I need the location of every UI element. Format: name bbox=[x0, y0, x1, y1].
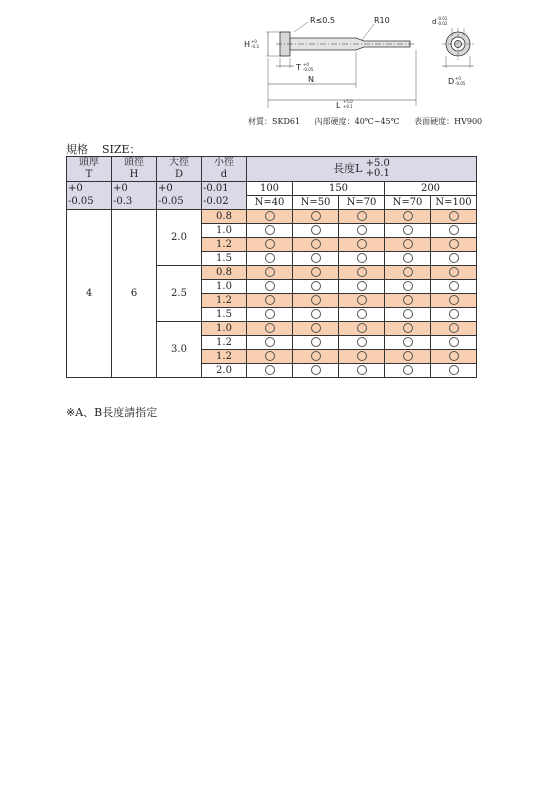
length-100: 100 bbox=[247, 182, 293, 196]
length-tol-bot: +0.1 bbox=[365, 168, 390, 179]
d-small-value: 1.2 bbox=[202, 336, 247, 350]
availability-cell bbox=[293, 252, 339, 266]
availability-cell bbox=[293, 294, 339, 308]
availability-cell bbox=[339, 350, 385, 364]
d-small-value: 0.8 bbox=[202, 210, 247, 224]
availability-cell bbox=[385, 238, 431, 252]
n-value: N=50 bbox=[293, 196, 339, 210]
availability-cell bbox=[431, 308, 477, 322]
t-tol-top: +0 bbox=[303, 62, 309, 67]
d-big-tol-top: +0 bbox=[455, 76, 461, 81]
available-circle-icon bbox=[449, 281, 459, 291]
surface-hardness: 表面硬度：HV900 bbox=[414, 117, 483, 126]
availability-cell bbox=[385, 210, 431, 224]
availability-cell bbox=[293, 280, 339, 294]
length-note: ※A、B長度請指定 bbox=[66, 406, 158, 419]
available-circle-icon bbox=[311, 309, 321, 319]
t-value: 4 bbox=[67, 210, 112, 378]
available-circle-icon bbox=[265, 337, 275, 347]
availability-cell bbox=[385, 294, 431, 308]
availability-cell bbox=[293, 336, 339, 350]
availability-cell bbox=[385, 350, 431, 364]
available-circle-icon bbox=[311, 225, 321, 235]
available-circle-icon bbox=[403, 253, 413, 263]
available-circle-icon bbox=[357, 225, 367, 235]
available-circle-icon bbox=[403, 365, 413, 375]
available-circle-icon bbox=[265, 267, 275, 277]
available-circle-icon bbox=[311, 337, 321, 347]
available-circle-icon bbox=[403, 281, 413, 291]
availability-cell bbox=[247, 364, 293, 378]
availability-cell bbox=[247, 266, 293, 280]
availability-cell bbox=[339, 280, 385, 294]
t-tol-bot: -0.05 bbox=[303, 67, 314, 72]
length-title: 長度L bbox=[333, 161, 363, 175]
d-small-value: 1.2 bbox=[202, 350, 247, 364]
available-circle-icon bbox=[357, 323, 367, 333]
n-value: N=70 bbox=[385, 196, 431, 210]
l-tol-bot: +0.1 bbox=[343, 104, 353, 109]
availability-cell bbox=[247, 238, 293, 252]
availability-cell bbox=[339, 308, 385, 322]
availability-cell bbox=[339, 238, 385, 252]
d-small-value: 1.0 bbox=[202, 322, 247, 336]
n-value: N=40 bbox=[247, 196, 293, 210]
availability-cell bbox=[247, 322, 293, 336]
available-circle-icon bbox=[403, 267, 413, 277]
header-length bbox=[247, 157, 477, 182]
availability-cell bbox=[431, 322, 477, 336]
t-tolerance-bot: -0.05 bbox=[67, 196, 112, 210]
available-circle-icon bbox=[311, 323, 321, 333]
d-small-value: 1.2 bbox=[202, 294, 247, 308]
availability-cell bbox=[431, 364, 477, 378]
availability-cell bbox=[339, 266, 385, 280]
available-circle-icon bbox=[311, 253, 321, 263]
available-circle-icon bbox=[403, 323, 413, 333]
available-circle-icon bbox=[403, 309, 413, 319]
available-circle-icon bbox=[311, 281, 321, 291]
header-d-big: 大徑 D bbox=[157, 157, 202, 182]
available-circle-icon bbox=[357, 365, 367, 375]
available-circle-icon bbox=[449, 239, 459, 249]
available-circle-icon bbox=[357, 211, 367, 221]
availability-cell bbox=[339, 252, 385, 266]
availability-cell bbox=[247, 280, 293, 294]
available-circle-icon bbox=[449, 351, 459, 361]
available-circle-icon bbox=[449, 211, 459, 221]
available-circle-icon bbox=[311, 365, 321, 375]
availability-cell bbox=[431, 252, 477, 266]
d-small-value: 1.0 bbox=[202, 280, 247, 294]
available-circle-icon bbox=[265, 295, 275, 305]
availability-cell bbox=[247, 224, 293, 238]
available-circle-icon bbox=[311, 267, 321, 277]
availability-cell bbox=[385, 280, 431, 294]
available-circle-icon bbox=[265, 211, 275, 221]
h-tol-bot: -0.3 bbox=[251, 44, 259, 49]
l-symbol: L bbox=[336, 101, 341, 110]
available-circle-icon bbox=[357, 281, 367, 291]
l-tol-top: +5.0 bbox=[343, 99, 353, 104]
r10-label: R10 bbox=[374, 16, 390, 25]
d-big-value: 3.0 bbox=[157, 322, 202, 378]
available-circle-icon bbox=[311, 211, 321, 221]
d-big-symbol: D bbox=[448, 77, 455, 86]
available-circle-icon bbox=[311, 351, 321, 361]
h-tolerance-bot: -0.3 bbox=[112, 196, 157, 210]
d-small-value: 1.2 bbox=[202, 238, 247, 252]
available-circle-icon bbox=[265, 239, 275, 249]
material-name: 材質：SKD61 bbox=[248, 117, 301, 126]
availability-cell bbox=[339, 336, 385, 350]
length-tol-top: +5.0 bbox=[365, 158, 390, 169]
d-big-value: 2.0 bbox=[157, 210, 202, 266]
available-circle-icon bbox=[403, 337, 413, 347]
available-circle-icon bbox=[311, 239, 321, 249]
available-circle-icon bbox=[265, 281, 275, 291]
length-150: 150 bbox=[293, 182, 385, 196]
header-d-small: 小徑 d bbox=[202, 157, 247, 182]
h-symbol: H bbox=[244, 40, 251, 49]
h-tol-top: +0 bbox=[251, 39, 257, 44]
available-circle-icon bbox=[265, 365, 275, 375]
availability-cell bbox=[385, 308, 431, 322]
availability-cell bbox=[247, 210, 293, 224]
availability-cell bbox=[339, 294, 385, 308]
availability-cell bbox=[247, 336, 293, 350]
available-circle-icon bbox=[357, 337, 367, 347]
d-small-symbol: d bbox=[432, 18, 437, 26]
availability-cell bbox=[431, 266, 477, 280]
d-small-value: 1.5 bbox=[202, 252, 247, 266]
d-small-tol-top: -0.01 bbox=[437, 16, 448, 21]
availability-cell bbox=[385, 266, 431, 280]
available-circle-icon bbox=[265, 253, 275, 263]
availability-cell bbox=[293, 322, 339, 336]
available-circle-icon bbox=[265, 225, 275, 235]
available-circle-icon bbox=[403, 239, 413, 249]
pin-technical-drawing bbox=[238, 10, 478, 112]
d-small-tol-bot: -0.02 bbox=[437, 21, 448, 26]
size-label: SIZE： bbox=[102, 143, 141, 156]
availability-cell bbox=[385, 322, 431, 336]
d-small-tolerance-top: -0.01 bbox=[202, 182, 247, 196]
available-circle-icon bbox=[449, 337, 459, 347]
spec-label: 規格 bbox=[66, 143, 88, 156]
length-200: 200 bbox=[385, 182, 477, 196]
availability-cell bbox=[339, 364, 385, 378]
availability-cell bbox=[293, 364, 339, 378]
available-circle-icon bbox=[357, 351, 367, 361]
available-circle-icon bbox=[449, 225, 459, 235]
d-small-value: 0.8 bbox=[202, 266, 247, 280]
available-circle-icon bbox=[357, 295, 367, 305]
availability-cell bbox=[339, 210, 385, 224]
d-big-value: 2.5 bbox=[157, 266, 202, 322]
available-circle-icon bbox=[403, 211, 413, 221]
availability-cell bbox=[247, 252, 293, 266]
available-circle-icon bbox=[449, 267, 459, 277]
availability-cell bbox=[293, 350, 339, 364]
header-t: 頭厚 T bbox=[67, 157, 112, 182]
d-big-tolerance-top: +0 bbox=[157, 182, 202, 196]
availability-cell bbox=[247, 350, 293, 364]
h-tolerance-top: +0 bbox=[112, 182, 157, 196]
spec-row bbox=[67, 210, 477, 224]
n-value: N=100 bbox=[431, 196, 477, 210]
material-spec bbox=[248, 116, 494, 127]
availability-cell bbox=[385, 252, 431, 266]
t-tolerance-top: +0 bbox=[67, 182, 112, 196]
available-circle-icon bbox=[403, 351, 413, 361]
available-circle-icon bbox=[449, 365, 459, 375]
availability-cell bbox=[431, 350, 477, 364]
n-value: N=70 bbox=[339, 196, 385, 210]
available-circle-icon bbox=[449, 309, 459, 319]
t-symbol: T bbox=[296, 63, 301, 72]
availability-cell bbox=[339, 322, 385, 336]
availability-cell bbox=[293, 308, 339, 322]
spec-table bbox=[66, 156, 477, 378]
availability-cell bbox=[293, 266, 339, 280]
available-circle-icon bbox=[357, 253, 367, 263]
availability-cell bbox=[247, 294, 293, 308]
available-circle-icon bbox=[357, 309, 367, 319]
d-big-tol-bot: -0.05 bbox=[455, 81, 466, 86]
availability-cell bbox=[339, 224, 385, 238]
availability-cell bbox=[385, 224, 431, 238]
available-circle-icon bbox=[311, 295, 321, 305]
spec-heading bbox=[66, 141, 141, 157]
availability-cell bbox=[247, 308, 293, 322]
availability-cell bbox=[431, 224, 477, 238]
availability-cell bbox=[431, 210, 477, 224]
available-circle-icon bbox=[449, 253, 459, 263]
availability-cell bbox=[293, 210, 339, 224]
available-circle-icon bbox=[265, 309, 275, 319]
available-circle-icon bbox=[403, 225, 413, 235]
availability-cell bbox=[431, 336, 477, 350]
available-circle-icon bbox=[449, 295, 459, 305]
availability-cell bbox=[293, 238, 339, 252]
availability-cell bbox=[385, 336, 431, 350]
availability-cell bbox=[385, 364, 431, 378]
n-symbol: N bbox=[308, 75, 314, 84]
inner-hardness: 內部硬度：40℃~45℃ bbox=[314, 117, 400, 126]
d-small-value: 1.5 bbox=[202, 308, 247, 322]
header-h: 頭徑 H bbox=[112, 157, 157, 182]
d-small-tolerance-bot: -0.02 bbox=[202, 196, 247, 210]
available-circle-icon bbox=[265, 323, 275, 333]
available-circle-icon bbox=[357, 239, 367, 249]
available-circle-icon bbox=[403, 295, 413, 305]
availability-cell bbox=[293, 224, 339, 238]
available-circle-icon bbox=[265, 351, 275, 361]
d-big-tolerance-bot: -0.05 bbox=[157, 196, 202, 210]
d-small-value: 2.0 bbox=[202, 364, 247, 378]
availability-cell bbox=[431, 294, 477, 308]
radius-label: R≤0.5 bbox=[310, 16, 335, 25]
d-small-value: 1.0 bbox=[202, 224, 247, 238]
availability-cell bbox=[431, 238, 477, 252]
h-value: 6 bbox=[112, 210, 157, 378]
available-circle-icon bbox=[449, 323, 459, 333]
availability-cell bbox=[431, 280, 477, 294]
available-circle-icon bbox=[357, 267, 367, 277]
